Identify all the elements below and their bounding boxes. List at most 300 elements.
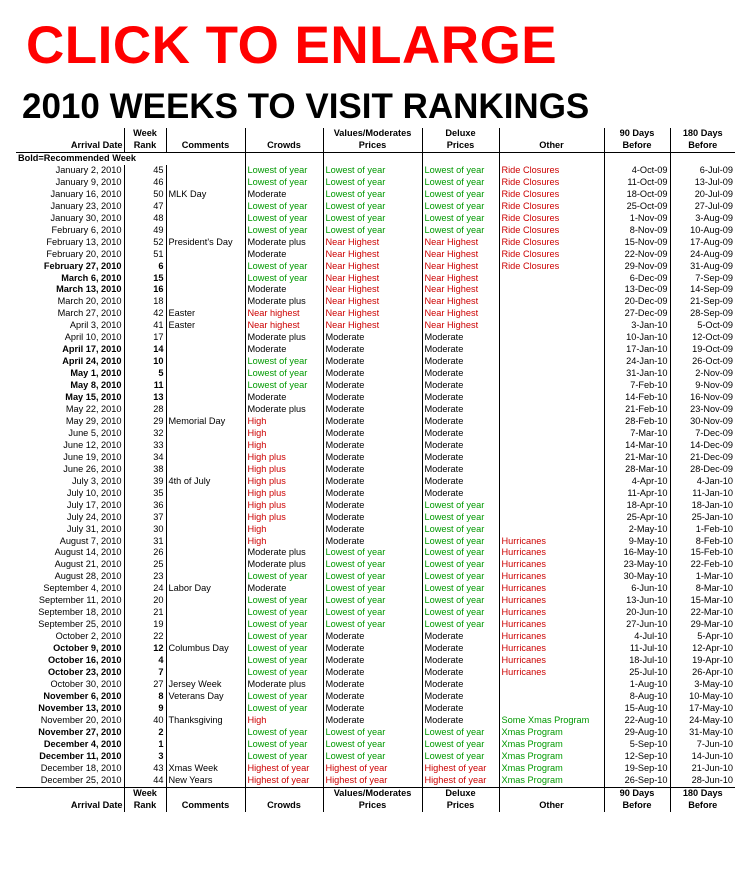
days-180-before-cell: 18-Jan-10 [670,500,735,512]
crowds-cell: Lowest of year [245,213,323,225]
arrival-date-cell: March 20, 2010 [57,296,122,307]
table-row [16,440,735,452]
values-prices-cell: Moderate [323,643,422,655]
week-rank-cell: 17 [124,332,166,344]
crowds-cell: Lowest of year [245,380,323,392]
crowds-cell: Moderate [245,249,323,261]
days-180-before-cell: 15-Feb-10 [670,547,735,559]
crowds-cell: Moderate plus [245,404,323,416]
other-cell [499,440,604,452]
other-cell: Hurricanes [499,655,604,667]
days-180-before-cell: 30-Nov-09 [670,416,735,428]
comment-cell [166,488,245,500]
values-prices-cell: Moderate [323,691,422,703]
days-90-before-cell: 18-Oct-09 [604,189,670,201]
values-prices-cell: Lowest of year [323,189,422,201]
table-row [16,416,735,428]
days-180-before-cell: 7-Jun-10 [670,739,735,751]
days-180-before-cell: 3-Aug-09 [670,213,735,225]
days-180-before-cell: 22-Feb-10 [670,559,735,571]
other-cell: Hurricanes [499,536,604,548]
arrival-date-cell: June 19, 2010 [63,451,122,462]
days-90-before-cell: 12-Sep-10 [604,751,670,763]
table-row [16,607,735,619]
deluxe-prices-cell: Lowest of year [422,583,499,595]
days-90-before-cell: 7-Mar-10 [604,428,670,440]
deluxe-prices-cell: Moderate [422,344,499,356]
deluxe-prices-cell: Near Highest [422,249,499,261]
arrival-date-cell: November 27, 2010 [38,726,122,737]
days-90-before-cell: 11-Oct-09 [604,177,670,189]
header-other: Other [499,140,604,153]
comment-cell [166,165,245,177]
comment-cell [166,500,245,512]
days-90-before-cell: 24-Jan-10 [604,356,670,368]
footer-row-bottom [16,800,735,812]
rankings-table [16,128,735,812]
week-rank-cell: 3 [124,751,166,763]
other-cell [499,416,604,428]
days-180-before-cell: 7-Dec-09 [670,428,735,440]
comment-cell: Columbus Day [166,643,245,655]
days-180-before-cell: 21-Dec-09 [670,452,735,464]
week-rank-cell: 15 [124,273,166,285]
values-prices-cell: Moderate [323,392,422,404]
table-row [16,189,735,201]
deluxe-prices-cell: Lowest of year [422,727,499,739]
values-prices-cell: Near Highest [323,237,422,249]
week-rank-cell: 8 [124,691,166,703]
table-row [16,428,735,440]
arrival-date-cell: October 30, 2010 [50,678,122,689]
other-cell: Ride Closures [499,249,604,261]
table-row [16,583,735,595]
other-cell: Some Xmas Program [499,715,604,727]
deluxe-prices-cell: Moderate [422,332,499,344]
deluxe-prices-cell: Lowest of year [422,619,499,631]
table-row [16,237,735,249]
values-prices-cell: Moderate [323,512,422,524]
footer-other-top [499,787,604,800]
arrival-date-cell: July 31, 2010 [66,523,122,534]
days-90-before-cell: 30-May-10 [604,571,670,583]
days-90-before-cell: 18-Apr-10 [604,500,670,512]
days-180-before-cell: 14-Jun-10 [670,751,735,763]
deluxe-prices-cell: Highest of year [422,763,499,775]
days-90-before-cell: 15-Nov-09 [604,237,670,249]
days-90-before-cell: 25-Jul-10 [604,667,670,679]
comment-cell: MLK Day [166,189,245,201]
values-prices-cell: Moderate [323,715,422,727]
arrival-date-cell: September 25, 2010 [38,619,122,630]
arrival-date-cell: March 13, 2010 [56,284,122,295]
days-180-before-cell: 9-Nov-09 [670,380,735,392]
crowds-cell: Lowest of year [245,751,323,763]
comment-cell [166,392,245,404]
week-rank-cell: 35 [124,488,166,500]
arrival-date-cell: May 1, 2010 [70,368,122,379]
arrival-date-cell: October 9, 2010 [53,643,122,654]
comment-cell [166,739,245,751]
arrival-date-cell: March 6, 2010 [61,272,122,283]
table-row [16,284,735,296]
week-rank-cell: 25 [124,559,166,571]
days-90-before-cell: 2-May-10 [604,524,670,536]
comment-cell: Easter [166,320,245,332]
other-cell [499,428,604,440]
days-90-before-cell: 4-Jul-10 [604,631,670,643]
deluxe-prices-cell: Moderate [422,691,499,703]
other-cell: Xmas Program [499,763,604,775]
deluxe-prices-cell: Lowest of year [422,559,499,571]
crowds-cell: High [245,524,323,536]
footer-comments-top [166,787,245,800]
days-180-before-cell: 21-Sep-09 [670,296,735,308]
crowds-cell: High [245,715,323,727]
arrival-date-cell: April 3, 2010 [69,320,122,331]
crowds-cell: Moderate plus [245,296,323,308]
days-90-before-cell: 13-Jun-10 [604,595,670,607]
table-row [16,679,735,691]
comment-cell [166,177,245,189]
table-row [16,703,735,715]
table-row [16,261,735,273]
comment-cell [166,727,245,739]
deluxe-prices-cell: Moderate [422,631,499,643]
crowds-cell: Lowest of year [245,727,323,739]
days-180-before-cell: 31-Aug-09 [670,261,735,273]
values-prices-cell: Moderate [323,452,422,464]
values-prices-cell: Moderate [323,404,422,416]
arrival-date-cell: May 15, 2010 [65,392,122,403]
deluxe-prices-cell: Moderate [422,452,499,464]
arrival-date-cell: March 27, 2010 [57,308,122,319]
values-prices-cell: Near Highest [323,320,422,332]
header-comments: Comments [166,140,245,153]
deluxe-prices-cell: Lowest of year [422,547,499,559]
days-180-before-cell: 17-Aug-09 [670,237,735,249]
table-row [16,691,735,703]
crowds-cell: Lowest of year [245,655,323,667]
deluxe-prices-cell: Moderate [422,488,499,500]
days-90-before-cell: 15-Aug-10 [604,703,670,715]
other-cell [499,296,604,308]
other-cell [499,344,604,356]
deluxe-prices-cell: Near Highest [422,308,499,320]
days-90-before-cell: 1-Aug-10 [604,679,670,691]
values-prices-cell: Lowest of year [323,739,422,751]
days-180-before-cell: 19-Oct-09 [670,344,735,356]
comment-cell: Thanksgiving [166,715,245,727]
crowds-cell: Lowest of year [245,201,323,213]
deluxe-prices-cell: Lowest of year [422,524,499,536]
deluxe-prices-cell: Moderate [422,655,499,667]
crowds-cell: High [245,428,323,440]
comment-cell [166,273,245,285]
rankings-body [16,153,735,788]
footer-values-prices: Prices [323,800,422,812]
comment-cell [166,380,245,392]
days-180-before-cell: 17-May-10 [670,703,735,715]
other-cell [499,512,604,524]
footer-week-rank-top: Week [124,787,166,800]
other-cell [499,368,604,380]
week-rank-cell: 5 [124,368,166,380]
week-rank-cell: 44 [124,775,166,787]
crowds-cell: Moderate plus [245,559,323,571]
header-values-top: Values/Moderates [323,128,422,140]
values-prices-cell: Lowest of year [323,559,422,571]
footer-comments: Comments [166,800,245,812]
comment-cell [166,559,245,571]
values-prices-cell: Lowest of year [323,619,422,631]
values-prices-cell: Moderate [323,380,422,392]
deluxe-prices-cell: Near Highest [422,273,499,285]
footer-90-days-top: 90 Days [604,787,670,800]
values-prices-cell: Moderate [323,524,422,536]
other-cell: Ride Closures [499,201,604,213]
values-prices-cell: Highest of year [323,763,422,775]
table-row [16,392,735,404]
days-90-before-cell: 14-Feb-10 [604,392,670,404]
week-rank-cell: 51 [124,249,166,261]
deluxe-prices-cell: Lowest of year [422,165,499,177]
table-row [16,667,735,679]
crowds-cell: Lowest of year [245,177,323,189]
comment-cell [166,619,245,631]
comment-cell [166,296,245,308]
days-180-before-cell: 28-Sep-09 [670,308,735,320]
values-prices-cell: Lowest of year [323,727,422,739]
header-arrival-date-top [16,128,124,140]
crowds-cell: Lowest of year [245,261,323,273]
footer-row-top [16,787,735,800]
arrival-date-cell: June 5, 2010 [68,427,122,438]
crowds-cell: High plus [245,512,323,524]
other-cell: Hurricanes [499,619,604,631]
days-180-before-cell: 1-Feb-10 [670,524,735,536]
arrival-date-cell: December 11, 2010 [39,750,122,761]
other-cell [499,691,604,703]
table-row [16,201,735,213]
days-180-before-cell: 21-Jun-10 [670,763,735,775]
header-comments-top [166,128,245,140]
values-prices-cell: Near Highest [323,261,422,273]
footer-180-days-top: 180 Days [670,787,735,800]
crowds-cell: Lowest of year [245,739,323,751]
days-180-before-cell: 29-Mar-10 [670,619,735,631]
deluxe-prices-cell: Near Highest [422,296,499,308]
comment-cell [166,607,245,619]
table-row [16,524,735,536]
crowds-cell: High [245,440,323,452]
header-90-days-before: Before [604,140,670,153]
week-rank-cell: 43 [124,763,166,775]
arrival-date-cell: July 10, 2010 [66,487,122,498]
arrival-date-cell: January 2, 2010 [55,164,122,175]
days-180-before-cell: 4-Jan-10 [670,476,735,488]
arrival-date-cell: February 6, 2010 [51,224,122,235]
comment-cell: Labor Day [166,583,245,595]
other-cell [499,500,604,512]
other-cell: Ride Closures [499,237,604,249]
table-row [16,165,735,177]
crowds-cell: Moderate [245,189,323,201]
week-rank-cell: 33 [124,440,166,452]
footer-week-rank: Rank [124,800,166,812]
crowds-cell: Lowest of year [245,273,323,285]
comment-cell [166,667,245,679]
days-180-before-cell: 20-Jul-09 [670,189,735,201]
crowds-cell: Lowest of year [245,165,323,177]
other-cell [499,273,604,285]
values-prices-cell: Lowest of year [323,177,422,189]
week-rank-cell: 23 [124,571,166,583]
crowds-cell: Lowest of year [245,643,323,655]
arrival-date-cell: January 23, 2010 [50,200,122,211]
arrival-date-cell: February 13, 2010 [46,236,122,247]
week-rank-cell: 50 [124,189,166,201]
week-rank-cell: 26 [124,547,166,559]
days-90-before-cell: 31-Jan-10 [604,368,670,380]
table-row [16,225,735,237]
table-row [16,643,735,655]
crowds-cell: Lowest of year [245,225,323,237]
days-180-before-cell: 12-Oct-09 [670,332,735,344]
footer-deluxe-prices: Prices [422,800,499,812]
crowds-cell: High plus [245,452,323,464]
other-cell: Ride Closures [499,261,604,273]
arrival-date-cell: January 30, 2010 [50,212,122,223]
days-90-before-cell: 21-Mar-10 [604,452,670,464]
arrival-date-cell: October 23, 2010 [47,666,122,677]
table-row [16,452,735,464]
table-row [16,380,735,392]
deluxe-prices-cell: Moderate [422,392,499,404]
week-rank-cell: 20 [124,595,166,607]
other-cell: Xmas Program [499,727,604,739]
other-cell [499,452,604,464]
other-cell: Ride Closures [499,165,604,177]
days-180-before-cell: 16-Nov-09 [670,392,735,404]
days-90-before-cell: 1-Nov-09 [604,213,670,225]
crowds-cell: High [245,536,323,548]
click-to-enlarge-banner[interactable]: CLICK TO ENLARGE [26,16,558,75]
days-180-before-cell: 3-May-10 [670,679,735,691]
deluxe-prices-cell: Lowest of year [422,751,499,763]
comment-cell [166,428,245,440]
table-row [16,547,735,559]
deluxe-prices-cell: Moderate [422,667,499,679]
table-row [16,368,735,380]
week-rank-cell: 21 [124,607,166,619]
header-week-rank-top: Week [124,128,166,140]
comment-cell [166,261,245,273]
values-prices-cell: Moderate [323,356,422,368]
page-title: 2010 WEEKS TO VISIT RANKINGS [22,87,590,126]
week-rank-cell: 37 [124,512,166,524]
values-prices-cell: Lowest of year [323,165,422,177]
week-rank-cell: 38 [124,464,166,476]
arrival-date-cell: July 17, 2010 [66,499,122,510]
header-180-days-before: Before [670,140,735,153]
days-180-before-cell: 26-Apr-10 [670,667,735,679]
comment-cell [166,344,245,356]
other-cell [499,464,604,476]
other-cell [499,320,604,332]
other-cell: Hurricanes [499,667,604,679]
header-arrival-date: Arrival Date [16,140,124,153]
header-180-days-top: 180 Days [670,128,735,140]
crowds-cell: Near highest [245,308,323,320]
deluxe-prices-cell: Moderate [422,356,499,368]
footer-90-days-before: Before [604,800,670,812]
comment-cell [166,213,245,225]
table-row [16,404,735,416]
header-row-top [16,128,735,140]
values-prices-cell: Lowest of year [323,751,422,763]
table-row [16,249,735,261]
table-row [16,320,735,332]
week-rank-cell: 49 [124,225,166,237]
week-rank-cell: 30 [124,524,166,536]
comment-cell [166,464,245,476]
arrival-date-cell: October 2, 2010 [55,631,122,642]
days-90-before-cell: 8-Nov-09 [604,225,670,237]
comment-cell [166,595,245,607]
days-90-before-cell: 23-May-10 [604,559,670,571]
deluxe-prices-cell: Lowest of year [422,177,499,189]
week-rank-cell: 10 [124,356,166,368]
values-prices-cell: Moderate [323,703,422,715]
comment-cell [166,284,245,296]
days-180-before-cell: 6-Jul-09 [670,165,735,177]
days-180-before-cell: 28-Jun-10 [670,775,735,787]
days-90-before-cell: 3-Jan-10 [604,320,670,332]
days-180-before-cell: 24-Aug-09 [670,249,735,261]
crowds-cell: Lowest of year [245,368,323,380]
week-rank-cell: 18 [124,296,166,308]
crowds-cell: Lowest of year [245,607,323,619]
comment-cell [166,536,245,548]
other-cell [499,404,604,416]
arrival-date-cell: February 20, 2010 [46,248,122,259]
table-row [16,464,735,476]
arrival-date-cell: June 26, 2010 [63,463,122,474]
deluxe-prices-cell: Moderate [422,679,499,691]
values-prices-cell: Lowest of year [323,607,422,619]
values-prices-cell: Near Highest [323,284,422,296]
table-row [16,763,735,775]
days-90-before-cell: 11-Jul-10 [604,643,670,655]
arrival-date-cell: October 16, 2010 [47,655,122,666]
header-crowds: Crowds [245,140,323,153]
deluxe-prices-cell: Lowest of year [422,607,499,619]
week-rank-cell: 27 [124,679,166,691]
week-rank-cell: 6 [124,261,166,273]
week-rank-cell: 40 [124,715,166,727]
days-90-before-cell: 22-Nov-09 [604,249,670,261]
comment-cell [166,332,245,344]
legend-row [16,153,735,165]
deluxe-prices-cell: Moderate [422,416,499,428]
deluxe-prices-cell: Moderate [422,428,499,440]
crowds-cell: Moderate [245,392,323,404]
comment-cell [166,703,245,715]
deluxe-prices-cell: Lowest of year [422,571,499,583]
table-row [16,177,735,189]
values-prices-cell: Moderate [323,488,422,500]
